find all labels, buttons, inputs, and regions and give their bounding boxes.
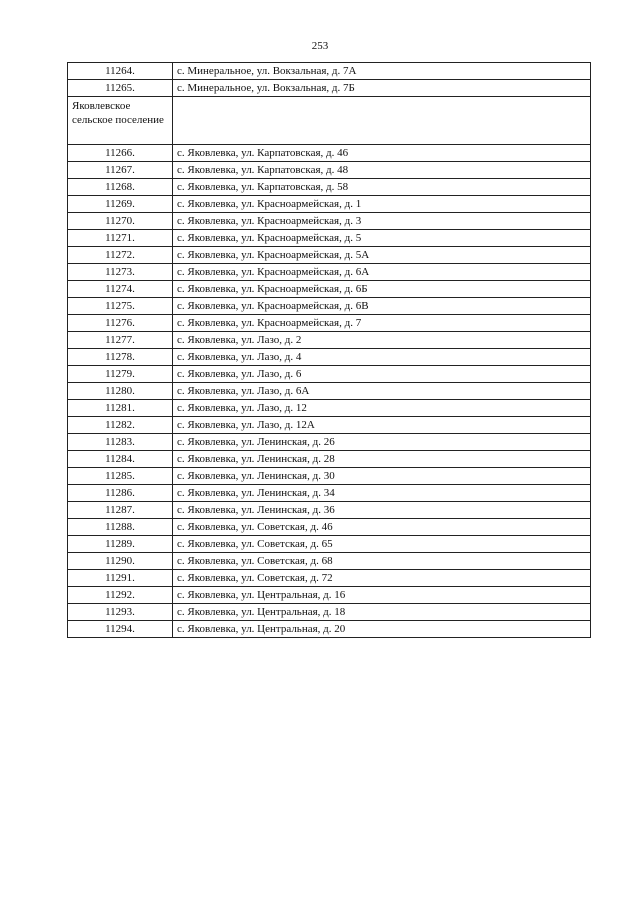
table-row xyxy=(68,468,591,485)
row-address: с. Яковлевка, ул. Лазо, д. 6А xyxy=(173,383,591,400)
table-row xyxy=(68,553,591,570)
row-number: 11285. xyxy=(68,468,173,485)
row-number: 11293. xyxy=(68,604,173,621)
row-address: с. Яковлевка, ул. Красноармейская, д. 5А xyxy=(173,247,591,264)
table-row xyxy=(68,434,591,451)
table-row xyxy=(68,247,591,264)
row-address: с. Яковлевка, ул. Центральная, д. 16 xyxy=(173,587,591,604)
row-address: с. Яковлевка, ул. Красноармейская, д. 6Б xyxy=(173,281,591,298)
row-number: 11288. xyxy=(68,519,173,536)
row-number: 11292. xyxy=(68,587,173,604)
table-row xyxy=(68,80,591,97)
address-table xyxy=(67,62,591,638)
row-number: 11276. xyxy=(68,315,173,332)
table-row xyxy=(68,179,591,196)
table-row xyxy=(68,604,591,621)
row-address: с. Яковлевка, ул. Красноармейская, д. 6В xyxy=(173,298,591,315)
row-number: 11294. xyxy=(68,621,173,638)
table-row xyxy=(68,502,591,519)
row-number: 11278. xyxy=(68,349,173,366)
row-address: с. Яковлевка, ул. Советская, д. 72 xyxy=(173,570,591,587)
table-row xyxy=(68,485,591,502)
table-row xyxy=(68,570,591,587)
row-number: 11286. xyxy=(68,485,173,502)
row-address: с. Яковлевка, ул. Центральная, д. 18 xyxy=(173,604,591,621)
table-row xyxy=(68,332,591,349)
row-number: 11269. xyxy=(68,196,173,213)
table-row xyxy=(68,162,591,179)
table-row xyxy=(68,230,591,247)
table-row xyxy=(68,400,591,417)
row-address: с. Яковлевка, ул. Центральная, д. 20 xyxy=(173,621,591,638)
row-address: с. Яковлевка, ул. Советская, д. 46 xyxy=(173,519,591,536)
row-address: с. Яковлевка, ул. Ленинская, д. 30 xyxy=(173,468,591,485)
row-number: 11291. xyxy=(68,570,173,587)
row-address: с. Яковлевка, ул. Ленинская, д. 26 xyxy=(173,434,591,451)
table-row xyxy=(68,213,591,230)
table-row xyxy=(68,417,591,434)
row-address: с. Яковлевка, ул. Ленинская, д. 28 xyxy=(173,451,591,468)
row-address: с. Яковлевка, ул. Красноармейская, д. 6А xyxy=(173,264,591,281)
row-number: 11271. xyxy=(68,230,173,247)
row-number: 11283. xyxy=(68,434,173,451)
table-row xyxy=(68,621,591,638)
table-row xyxy=(68,519,591,536)
table-row xyxy=(68,315,591,332)
row-address: с. Яковлевка, ул. Советская, д. 68 xyxy=(173,553,591,570)
row-address: с. Яковлевка, ул. Красноармейская, д. 3 xyxy=(173,213,591,230)
row-address: с. Яковлевка, ул. Ленинская, д. 34 xyxy=(173,485,591,502)
group-header-row xyxy=(68,97,591,145)
row-address: с. Яковлевка, ул. Красноармейская, д. 1 xyxy=(173,196,591,213)
table-row xyxy=(68,349,591,366)
row-number: 11264. xyxy=(68,63,173,80)
row-number: 11273. xyxy=(68,264,173,281)
row-number: 11275. xyxy=(68,298,173,315)
table-row xyxy=(68,451,591,468)
row-address: с. Минеральное, ул. Вокзальная, д. 7Б xyxy=(173,80,591,97)
table-row xyxy=(68,281,591,298)
row-number: 11282. xyxy=(68,417,173,434)
row-address: с. Яковлевка, ул. Красноармейская, д. 5 xyxy=(173,230,591,247)
table-row xyxy=(68,587,591,604)
row-address: с. Яковлевка, ул. Карпатовская, д. 46 xyxy=(173,145,591,162)
row-number: 11277. xyxy=(68,332,173,349)
row-address: с. Яковлевка, ул. Красноармейская, д. 7 xyxy=(173,315,591,332)
row-address: с. Яковлевка, ул. Ленинская, д. 36 xyxy=(173,502,591,519)
address-table-body xyxy=(68,63,591,638)
row-number: 11270. xyxy=(68,213,173,230)
row-number: 11284. xyxy=(68,451,173,468)
table-row xyxy=(68,264,591,281)
row-number: 11266. xyxy=(68,145,173,162)
row-number: 11267. xyxy=(68,162,173,179)
table-row xyxy=(68,298,591,315)
row-number: 11280. xyxy=(68,383,173,400)
row-address: с. Яковлевка, ул. Карпатовская, д. 48 xyxy=(173,162,591,179)
row-number: 11289. xyxy=(68,536,173,553)
table-row xyxy=(68,63,591,80)
group-empty-cell xyxy=(173,97,591,145)
row-address: с. Яковлевка, ул. Советская, д. 65 xyxy=(173,536,591,553)
row-address: с. Яковлевка, ул. Лазо, д. 12 xyxy=(173,400,591,417)
group-label: Яковлевское сельское поселение xyxy=(68,97,173,145)
row-number: 11279. xyxy=(68,366,173,383)
row-number: 11265. xyxy=(68,80,173,97)
table-row xyxy=(68,366,591,383)
table-row xyxy=(68,536,591,553)
row-address: с. Яковлевка, ул. Лазо, д. 12А xyxy=(173,417,591,434)
page-number: 253 xyxy=(311,40,329,52)
row-address: с. Яковлевка, ул. Карпатовская, д. 58 xyxy=(173,179,591,196)
row-address: с. Яковлевка, ул. Лазо, д. 2 xyxy=(173,332,591,349)
row-number: 11281. xyxy=(68,400,173,417)
table-row xyxy=(68,145,591,162)
row-address: с. Минеральное, ул. Вокзальная, д. 7А xyxy=(173,63,591,80)
row-number: 11287. xyxy=(68,502,173,519)
row-number: 11272. xyxy=(68,247,173,264)
row-number: 11268. xyxy=(68,179,173,196)
row-number: 11274. xyxy=(68,281,173,298)
table-row xyxy=(68,196,591,213)
row-address: с. Яковлевка, ул. Лазо, д. 6 xyxy=(173,366,591,383)
table-row xyxy=(68,383,591,400)
row-number: 11290. xyxy=(68,553,173,570)
row-address: с. Яковлевка, ул. Лазо, д. 4 xyxy=(173,349,591,366)
